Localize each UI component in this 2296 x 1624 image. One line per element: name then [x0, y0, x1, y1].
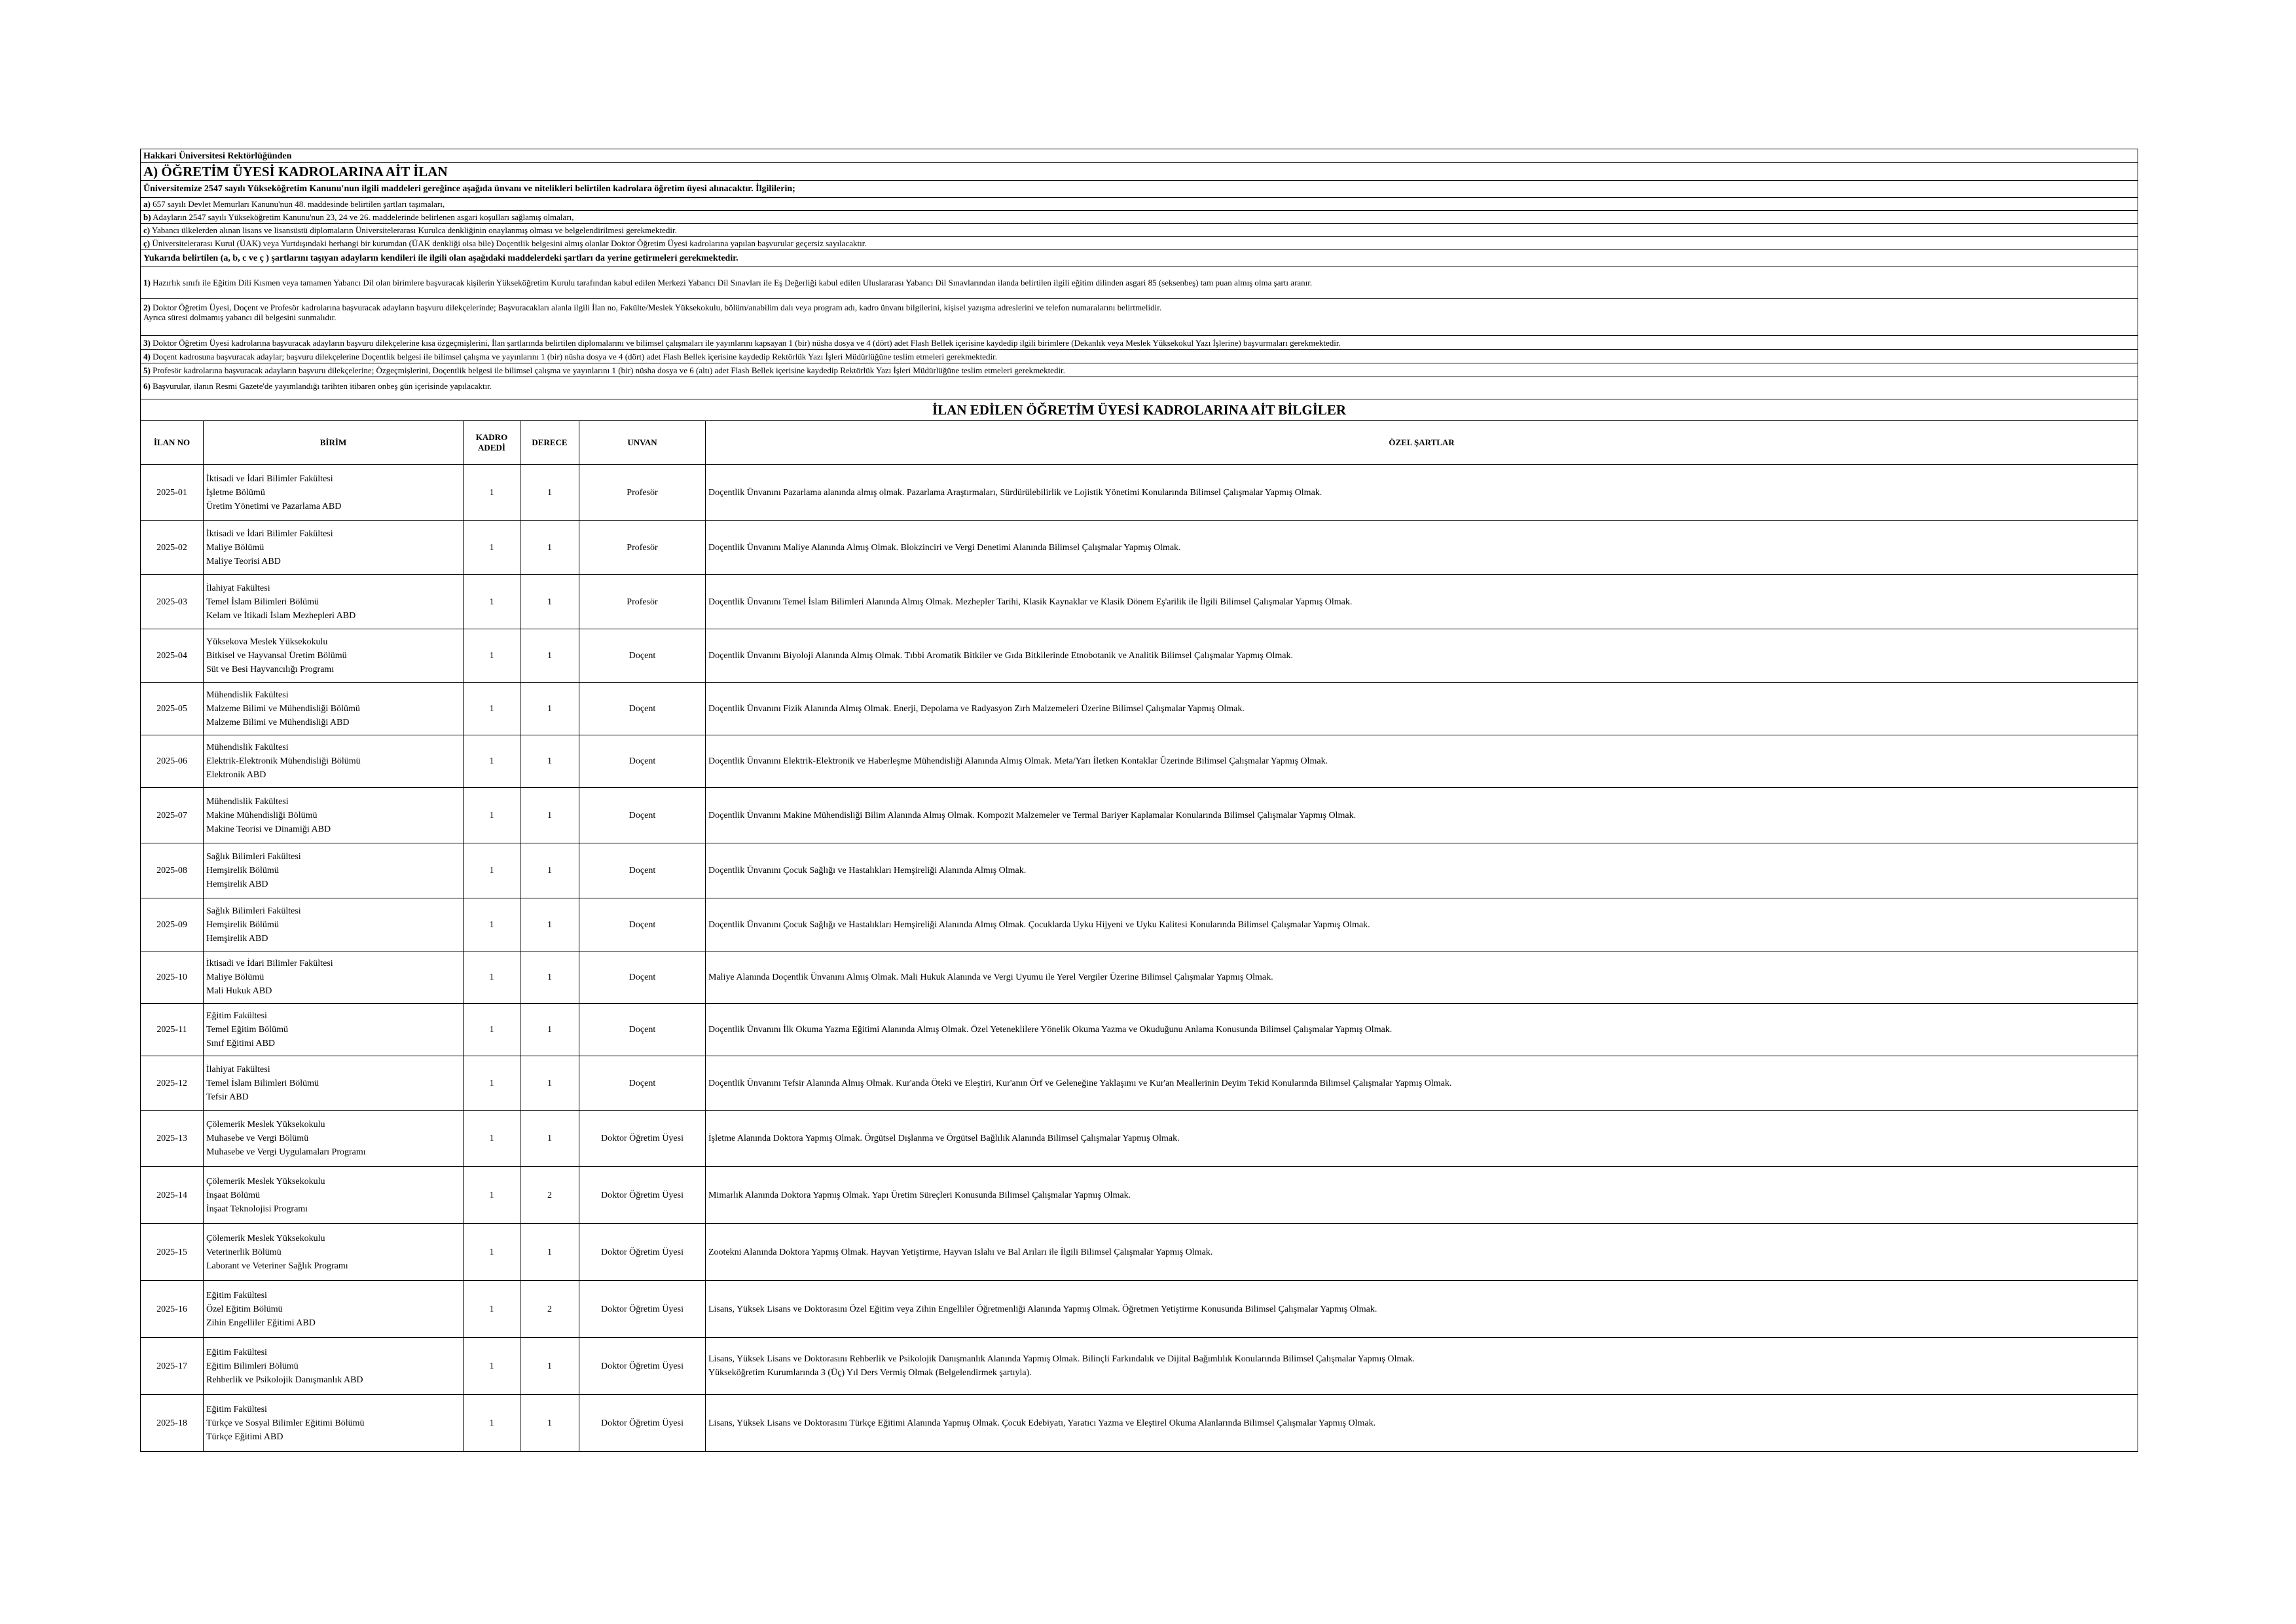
requirement-text: Doçent kadrosuna başvuracak adaylar; başvuru dilekçelerine Doçentlik belgesi ile bilimsel çalışma ve yayınlarını 1 (bir) nüsha dosya ve 4 (dört) adet Flash Bellek içerisine kaydedip Rektörlük Yazı İşleri Müdürlüğüne teslim etmeleri gerekmektedir. — [153, 351, 997, 361]
cell-unvan: Doçent — [579, 1004, 706, 1056]
birim-line: Eğitim Fakültesi — [206, 1011, 267, 1021]
birim-line: Eğitim Fakültesi — [206, 1290, 267, 1301]
university-name: Hakkari Üniversitesi Rektörlüğünden — [141, 149, 2138, 163]
cell-ozel-sartlar: Doçentlik Ünvanını Çocuk Sağlığı ve Hastalıkları Hemşireliği Alanında Almış Olmak. — [706, 843, 2138, 898]
requirement-key: 5) — [143, 365, 151, 375]
cell-kadro-adedi: 1 — [464, 898, 520, 951]
col-header-kadro-line2: ADEDİ — [478, 443, 505, 452]
birim-line: Süt ve Besi Hayvancılığı Programı — [206, 665, 335, 674]
cell-unvan: Doçent — [579, 629, 706, 683]
birim-line: Sağlık Bilimleri Fakültesi — [206, 906, 301, 916]
condition-item — [141, 211, 2138, 224]
cell-ilan-no: 2025-07 — [141, 788, 204, 843]
cell-derece: 1 — [520, 1056, 579, 1111]
cell-ilan-no: 2025-18 — [141, 1395, 204, 1452]
cell-ozel-sartlar: Zootekni Alanında Doktora Yapmış Olmak. Hayvan Yetiştirme, Hayvan Islahı ve Bal Arıları ile İlgili Bilimsel Çalışmalar Yapmış Olmak. — [706, 1224, 2138, 1281]
cell-kadro-adedi: 1 — [464, 465, 520, 521]
birim-line: İlahiyat Fakültesi — [206, 1064, 270, 1075]
birim-line: Eğitim Fakültesi — [206, 1404, 267, 1414]
table-row — [141, 683, 2138, 735]
cell-derece: 1 — [520, 1395, 579, 1452]
requirement-key: 3) — [143, 337, 151, 348]
cell-birim — [204, 575, 464, 629]
condition-key: ç) — [143, 238, 151, 248]
table-row — [141, 735, 2138, 788]
cell-derece: 1 — [520, 843, 579, 898]
birim-line: İktisadi ve İdari Bilimler Fakültesi — [206, 473, 333, 484]
birim-line: Çölemerik Meslek Yüksekokulu — [206, 1233, 325, 1244]
birim-line: Makine Teorisi ve Dinamiği ABD — [206, 824, 331, 834]
cell-ilan-no: 2025-12 — [141, 1056, 204, 1111]
condition-key: b) — [143, 212, 151, 222]
cell-kadro-adedi: 1 — [464, 1111, 520, 1167]
birim-line: Temel İslam Bilimleri Bölümü — [206, 1078, 319, 1088]
requirement-text: Hazırlık sınıfı ile Eğitim Dili Kısmen veya tamamen Yabancı Dil olan birimlere başvuracak kişilerin Yükseköğretim Kurulu tarafından kabul edilen Merkezi Yabancı Dil Sınavları ile Eş Değerliği kabul edilen Uluslararası Yabancı Dil Sınavlarından ilanda belirtilen ilgili eğitim dilinden asgari 85 (seksenbeş) tam puan almış olma şartı aranır. — [153, 278, 1313, 287]
cell-birim — [204, 683, 464, 735]
cell-ilan-no: 2025-08 — [141, 843, 204, 898]
cell-ilan-no: 2025-03 — [141, 575, 204, 629]
table-row — [141, 1395, 2138, 1452]
condition-text: Üniversitelerarası Kurul (ÜAK) veya Yurtdışındaki herhangi bir kurumdan (ÜAK denkliği olsa bile) Doçentlik belgesini almış olanlar Doktor Öğretim Üyesi kadrolarına yapılan başvurular geçersiz sayılacaktır. — [152, 238, 867, 248]
birim-line: Temel Eğitim Bölümü — [206, 1025, 289, 1035]
table-row — [141, 1338, 2138, 1395]
col-header-ilan-no: İLAN NO — [141, 421, 204, 465]
cell-birim — [204, 843, 464, 898]
cell-birim — [204, 951, 464, 1004]
col-header-derece: DERECE — [520, 421, 579, 465]
birim-line: Mali Hukuk ABD — [206, 986, 272, 996]
cell-birim — [204, 1111, 464, 1167]
cell-birim — [204, 898, 464, 951]
birim-line: Tefsir ABD — [206, 1092, 249, 1102]
birim-line: İnşaat Bölümü — [206, 1190, 261, 1200]
table-row — [141, 629, 2138, 683]
table-row — [141, 575, 2138, 629]
cell-birim — [204, 1167, 464, 1224]
cell-derece: 1 — [520, 735, 579, 788]
announcement-table — [140, 149, 2138, 1452]
birim-line: Mühendislik Fakültesi — [206, 743, 289, 752]
birim-line: Hemşirelik ABD — [206, 879, 268, 889]
condition-text: Adayların 2547 sayılı Yükseköğretim Kanunu'nun 23, 24 ve 26. maddelerinde belirlenen asgari koşulları sağlamış olmaları, — [153, 212, 574, 222]
table-row — [141, 465, 2138, 521]
requirement-item — [141, 377, 2138, 399]
cell-unvan: Doçent — [579, 951, 706, 1004]
birim-line: Hemşirelik Bölümü — [206, 919, 279, 930]
table-row — [141, 788, 2138, 843]
cell-unvan: Doçent — [579, 843, 706, 898]
table-row — [141, 1004, 2138, 1056]
birim-line: İktisadi ve İdari Bilimler Fakültesi — [206, 959, 333, 969]
cell-derece: 1 — [520, 788, 579, 843]
birim-line: Maliye Bölümü — [206, 542, 264, 553]
birim-line: İlahiyat Fakültesi — [206, 583, 270, 593]
birim-line: Türkçe Eğitimi ABD — [206, 1431, 283, 1442]
cell-ilan-no: 2025-14 — [141, 1167, 204, 1224]
birim-line: Üretim Yönetimi ve Pazarlama ABD — [206, 501, 342, 511]
requirement-item — [141, 363, 2138, 377]
requirements-title: Yukarıda belirtilen (a, b, c ve ç ) şartlarını taşıyan adayların kendileri ile ilgili olan aşağıdaki maddelerdeki şartları da yerine getirmeleri gerekmektedir. — [141, 250, 2138, 267]
table-row — [141, 898, 2138, 951]
cell-kadro-adedi: 1 — [464, 575, 520, 629]
condition-text: Yabancı ülkelerden alınan lisans ve lisansüstü diplomaların Üniversitelerarası Kurulca denkliğinin onaylanmış olması ve belgelendirilmesi gerekmektedir. — [151, 225, 677, 235]
cell-kadro-adedi: 1 — [464, 843, 520, 898]
cell-ozel-sartlar: Maliye Alanında Doçentlik Ünvanını Almış Olmak. Mali Hukuk Alanında ve Vergi Uyumu ile Yerel Vergiler Üzerine Bilimsel Çalışmalar Yapmış Olmak. — [706, 951, 2138, 1004]
cell-ilan-no: 2025-01 — [141, 465, 204, 521]
condition-item — [141, 224, 2138, 237]
birim-line: Maliye Bölümü — [206, 972, 264, 982]
requirement-item — [141, 299, 2138, 336]
cell-birim — [204, 1395, 464, 1452]
birim-line: Makine Mühendisliği Bölümü — [206, 810, 318, 821]
birim-line: Çölemerik Meslek Yüksekokulu — [206, 1120, 325, 1130]
cell-ozel-sartlar: Lisans, Yüksek Lisans ve Doktorasını Türkçe Eğitimi Alanında Yapmış Olmak. Çocuk Edebiyatı, Yaratıcı Yazma ve Eleştirel Okuma Alanlarında Bilimsel Çalışmalar Yapmış Olmak. — [706, 1395, 2138, 1452]
cell-ilan-no: 2025-09 — [141, 898, 204, 951]
cell-ozel-sartlar: Lisans, Yüksek Lisans ve Doktorasını Rehberlik ve Psikolojik Danışmanlık Alanında Yapmış Olmak. Bilinçli Farkındalık ve Dijital Bağımlılık Konularında Bilimsel Çalışmalar Yapmış Olmak. Yükseköğretim Kurumlarında 3 (Üç) Yıl Ders Vermiş Olmak (Belgelendirmek şartıyla). — [706, 1338, 2138, 1395]
birim-line: Sağlık Bilimleri Fakültesi — [206, 852, 301, 862]
cell-birim — [204, 465, 464, 521]
birim-line: Malzeme Bilimi ve Mühendisliği Bölümü — [206, 704, 360, 714]
cell-kadro-adedi: 1 — [464, 1167, 520, 1224]
cell-kadro-adedi: 1 — [464, 1224, 520, 1281]
cell-unvan: Doktor Öğretim Üyesi — [579, 1338, 706, 1395]
requirement-item — [141, 267, 2138, 299]
cell-kadro-adedi: 1 — [464, 521, 520, 575]
condition-key: a) — [143, 199, 151, 209]
birim-line: Muhasebe ve Vergi Bölümü — [206, 1134, 309, 1143]
cell-birim — [204, 788, 464, 843]
table-row — [141, 521, 2138, 575]
cell-ozel-sartlar: Doçentlik Ünvanını İlk Okuma Yazma Eğitimi Alanında Almış Olmak. Özel Yeteneklilere Yönelik Okuma Yazma ve Okuduğunu Anlama Konusunda Bilimsel Çalışmalar Yapmış Olmak. — [706, 1004, 2138, 1056]
table-row — [141, 951, 2138, 1004]
cell-unvan: Doktor Öğretim Üyesi — [579, 1281, 706, 1338]
cell-kadro-adedi: 1 — [464, 1281, 520, 1338]
birim-line: Çölemerik Meslek Yüksekokulu — [206, 1176, 325, 1187]
cell-derece: 1 — [520, 1338, 579, 1395]
col-header-kadro-line1: KADRO — [475, 432, 508, 442]
condition-key: c) — [143, 225, 151, 235]
requirement-text: Doktor Öğretim Üyesi kadrolarına başvuracak adayların başvuru dilekçelerine kısa özgeçmişlerini, İlan şartlarında belirtilen diplomalarını ve bilimsel çalışmaları ile yayınlarını kapsayan 1 (bir) nüsha dosya ve 4 (dört) adet Flash Bellek içerisine kaydedip ilgili birimlere (Dekanlık veya Meslek Yüksekokul Yazı İşlerine) başvurmaları gerekmektedir. — [153, 337, 1341, 348]
cell-ilan-no: 2025-16 — [141, 1281, 204, 1338]
cell-ozel-sartlar: Doçentlik Ünvanını Tefsir Alanında Almış Olmak. Kur'anda Öteki ve Eleştiri, Kur'anın Örf ve Geleneğine Yaklaşımı ve Kur'an Meallerinin Deyim Tekid Konularında Bilimsel Çalışmalar Yapmış Olmak. — [706, 1056, 2138, 1111]
birim-line: Bitkisel ve Hayvansal Üretim Bölümü — [206, 651, 347, 661]
table-row — [141, 1056, 2138, 1111]
table-row — [141, 1111, 2138, 1167]
requirement-key: 6) — [143, 381, 151, 391]
birim-line: Özel Eğitim Bölümü — [206, 1304, 283, 1314]
cell-birim — [204, 1224, 464, 1281]
cell-ilan-no: 2025-04 — [141, 629, 204, 683]
birim-line: Zihin Engelliler Eğitimi ABD — [206, 1318, 316, 1328]
cell-ozel-sartlar: Lisans, Yüksek Lisans ve Doktorasını Özel Eğitim veya Zihin Engelliler Öğretmenliği Alanında Yapmış Olmak. Öğretmen Yetiştirme Konusunda Bilimsel Çalışmalar Yapmış Olmak. — [706, 1281, 2138, 1338]
cell-ozel-sartlar: Doçentlik Ünvanını Maliye Alanında Almış Olmak. Blokzinciri ve Vergi Denetimi Alanında Bilimsel Çalışmalar Yapmış Olmak. — [706, 521, 2138, 575]
cell-birim — [204, 521, 464, 575]
cell-birim — [204, 1338, 464, 1395]
cell-ozel-sartlar: Doçentlik Ünvanını Pazarlama alanında almış olmak. Pazarlama Araştırmaları, Sürdürülebilirlik ve Lojistik Yönetimi Konularında Bilimsel Çalışmalar Yapmış Olmak. — [706, 465, 2138, 521]
cell-unvan: Profesör — [579, 575, 706, 629]
birim-line: Malzeme Bilimi ve Mühendisliği ABD — [206, 718, 350, 728]
birim-line: Elektrik-Elektronik Mühendisliği Bölümü — [206, 756, 361, 766]
section-title: A) ÖĞRETİM ÜYESİ KADROLARINA AİT İLAN — [141, 163, 2138, 181]
cell-birim — [204, 1281, 464, 1338]
cell-ozel-sartlar: Doçentlik Ünvanını Elektrik-Elektronik ve Haberleşme Mühendisliği Alanında Almış Olmak. Meta/Yarı İletken Kontaklar Üzerinde Bilimsel Çalışmalar Yapmış Olmak. — [706, 735, 2138, 788]
table-row — [141, 843, 2138, 898]
birim-line: Elektronik ABD — [206, 770, 266, 780]
cell-ilan-no: 2025-11 — [141, 1004, 204, 1056]
cell-unvan: Doçent — [579, 683, 706, 735]
cell-unvan: Profesör — [579, 465, 706, 521]
cell-ozel-sartlar: Doçentlik Ünvanını Biyoloji Alanında Almış Olmak. Tıbbi Aromatik Bitkiler ve Gıda Bitkilerinde Etnobotanik ve Analitik Bilimsel Çalışmalar Yapmış Olmak. — [706, 629, 2138, 683]
birim-line: Mühendislik Fakültesi — [206, 796, 289, 807]
cell-unvan: Doktor Öğretim Üyesi — [579, 1224, 706, 1281]
cell-ozel-sartlar: Doçentlik Ünvanını Temel İslam Bilimleri Alanında Almış Olmak. Mezhepler Tarihi, Klasik Kaynaklar ve Klasik Dönem Eş'arilik ile İlgili Bilimsel Çalışmalar Yapmış Olmak. — [706, 575, 2138, 629]
cell-ilan-no: 2025-02 — [141, 521, 204, 575]
birim-line: Sınıf Eğitimi ABD — [206, 1039, 276, 1048]
cell-ilan-no: 2025-13 — [141, 1111, 204, 1167]
cell-ozel-sartlar: Doçentlik Ünvanını Makine Mühendisliği Bilim Alanında Almış Olmak. Kompozit Malzemeler ve Termal Bariyer Kaplamalar Konularında Bilimsel Çalışmalar Yapmış Olmak. — [706, 788, 2138, 843]
birim-line: Laborant ve Veteriner Sağlık Programı — [206, 1261, 348, 1271]
birim-line: Muhasebe ve Vergi Uygulamaları Programı — [206, 1147, 366, 1157]
birim-line: İktisadi ve İdari Bilimler Fakültesi — [206, 528, 333, 539]
birim-line: Türkçe ve Sosyal Bilimler Eğitimi Bölümü — [206, 1418, 365, 1428]
cell-ilan-no: 2025-17 — [141, 1338, 204, 1395]
requirement-item — [141, 350, 2138, 363]
birim-line: Hemşirelik Bölümü — [206, 866, 279, 876]
cell-ilan-no: 2025-10 — [141, 951, 204, 1004]
birim-line: Eğitim Bilimleri Bölümü — [206, 1361, 299, 1371]
birim-line: Hemşirelik ABD — [206, 933, 268, 944]
col-header-birim: BİRİM — [204, 421, 464, 465]
list-title: İLAN EDİLEN ÖĞRETİM ÜYESİ KADROLARINA AİT BİLGİLER — [141, 399, 2138, 421]
cell-derece: 1 — [520, 1004, 579, 1056]
cell-birim — [204, 1004, 464, 1056]
cell-derece: 1 — [520, 575, 579, 629]
birim-line: Rehberlik ve Psikolojik Danışmanlık ABD — [206, 1375, 363, 1385]
cell-unvan: Doçent — [579, 735, 706, 788]
birim-line: Kelam ve İtikadi İslam Mezhepleri ABD — [206, 610, 356, 621]
cell-birim — [204, 735, 464, 788]
cell-unvan: Doktor Öğretim Üyesi — [579, 1395, 706, 1452]
cell-kadro-adedi: 1 — [464, 788, 520, 843]
cell-kadro-adedi: 1 — [464, 735, 520, 788]
table-row — [141, 1281, 2138, 1338]
cell-unvan: Profesör — [579, 521, 706, 575]
cell-birim — [204, 1056, 464, 1111]
cell-unvan: Doktor Öğretim Üyesi — [579, 1111, 706, 1167]
cell-kadro-adedi: 1 — [464, 629, 520, 683]
cell-unvan: Doktor Öğretim Üyesi — [579, 1167, 706, 1224]
requirement-text: Doktor Öğretim Üyesi, Doçent ve Profesör kadrolarına başvuracak adayların başvuru dilekçelerinde; Başvuracakları alanla ilgili İlan no, Fakülte/Meslek Yüksekokulu, bölüm/anabilim dalı veya program adı, kadro ünvanı bilgilerini, kişisel yazışma adreslerini ve telefon numaralarını belirtmelidir. — [153, 303, 1162, 312]
birim-line: Temel İslam Bilimleri Bölümü — [206, 597, 319, 607]
requirement-text-extra: Ayrıca süresi dolmamış yabancı dil belgesini sunmalıdır. — [143, 312, 337, 322]
cell-derece: 2 — [520, 1167, 579, 1224]
birim-line: İşletme Bölümü — [206, 487, 265, 498]
condition-item — [141, 237, 2138, 250]
requirement-text: Profesör kadrolarına başvuracak adayların başvuru dilekçelerine; Özgeçmişlerini, Doçentlik belgesi ile bilimsel çalışma ve yayınlarını 1 (bir) nüsha dosya ve 6 (altı) adet Flash Bellek içerisine kaydedip Rektörlük Yazı İşleri Müdürlüğüne teslim etmeleri gerekmektedir. — [153, 365, 1065, 375]
cell-kadro-adedi: 1 — [464, 1338, 520, 1395]
table-row — [141, 1167, 2138, 1224]
cell-birim — [204, 629, 464, 683]
cell-derece: 1 — [520, 1111, 579, 1167]
cell-unvan: Doçent — [579, 788, 706, 843]
cell-derece: 1 — [520, 465, 579, 521]
cell-ozel-sartlar: Mimarlık Alanında Doktora Yapmış Olmak. Yapı Üretim Süreçleri Konusunda Bilimsel Çalışmalar Yapmış Olmak. — [706, 1167, 2138, 1224]
cell-unvan: Doçent — [579, 1056, 706, 1111]
table-row — [141, 1224, 2138, 1281]
birim-line: Mühendislik Fakültesi — [206, 690, 289, 700]
cell-derece: 1 — [520, 629, 579, 683]
requirement-key: 4) — [143, 351, 151, 361]
birim-line: Yüksekova Meslek Yüksekokulu — [206, 637, 328, 647]
cell-unvan: Doçent — [579, 898, 706, 951]
cell-kadro-adedi: 1 — [464, 1395, 520, 1452]
birim-line: Veterinerlik Bölümü — [206, 1247, 282, 1257]
cell-derece: 1 — [520, 898, 579, 951]
requirement-text: Başvurular, ilanın Resmi Gazete'de yayımlandığı tarihten itibaren onbeş gün içerisinde yapılacaktır. — [153, 381, 492, 391]
birim-line: Eğitim Fakültesi — [206, 1347, 267, 1357]
requirement-key: 2) — [143, 303, 151, 312]
condition-item — [141, 198, 2138, 211]
cell-derece: 1 — [520, 683, 579, 735]
cell-kadro-adedi: 1 — [464, 1004, 520, 1056]
cell-ozel-sartlar: İşletme Alanında Doktora Yapmış Olmak. Örgütsel Dışlanma ve Örgütsel Bağlılık Alanında Bilimsel Çalışmalar Yapmış Olmak. — [706, 1111, 2138, 1167]
requirement-item — [141, 336, 2138, 350]
cell-ozel-sartlar: Doçentlik Ünvanını Fizik Alanında Almış Olmak. Enerji, Depolama ve Radyasyon Zırh Malzemeleri Üzerine Bilimsel Çalışmalar Yapmış Olmak. — [706, 683, 2138, 735]
cell-ilan-no: 2025-06 — [141, 735, 204, 788]
col-header-ozel-sartlar: ÖZEL ŞARTLAR — [706, 421, 2138, 465]
cell-kadro-adedi: 1 — [464, 1056, 520, 1111]
cell-kadro-adedi: 1 — [464, 951, 520, 1004]
col-header-kadro-adedi — [464, 421, 520, 465]
intro-text: Üniversitemize 2547 sayılı Yükseköğretim Kanunu'nun ilgili maddeleri gereğince aşağıda ünvanı ve nitelikleri belirtilen kadrolara öğretim üyesi alınacaktır. İlgililerin; — [141, 181, 2138, 198]
condition-text: 657 sayılı Devlet Memurları Kanunu'nun 48. maddesinde belirtilen şartları taşımaları, — [153, 199, 445, 209]
requirement-key: 1) — [143, 278, 151, 287]
cell-ozel-sartlar: Doçentlik Ünvanını Çocuk Sağlığı ve Hastalıkları Hemşireliği Alanında Almış Olmak. Çocuklarda Uyku Hijyeni ve Uyku Kalitesi Konularında Bilimsel Çalışmalar Yapmış Olmak. — [706, 898, 2138, 951]
cell-ilan-no: 2025-15 — [141, 1224, 204, 1281]
cell-kadro-adedi: 1 — [464, 683, 520, 735]
birim-line: İnşaat Teknolojisi Programı — [206, 1204, 308, 1214]
cell-derece: 1 — [520, 1224, 579, 1281]
cell-ilan-no: 2025-05 — [141, 683, 204, 735]
col-header-unvan: UNVAN — [579, 421, 706, 465]
birim-line: Maliye Teorisi ABD — [206, 556, 281, 566]
cell-derece: 2 — [520, 1281, 579, 1338]
cell-derece: 1 — [520, 951, 579, 1004]
cell-derece: 1 — [520, 521, 579, 575]
